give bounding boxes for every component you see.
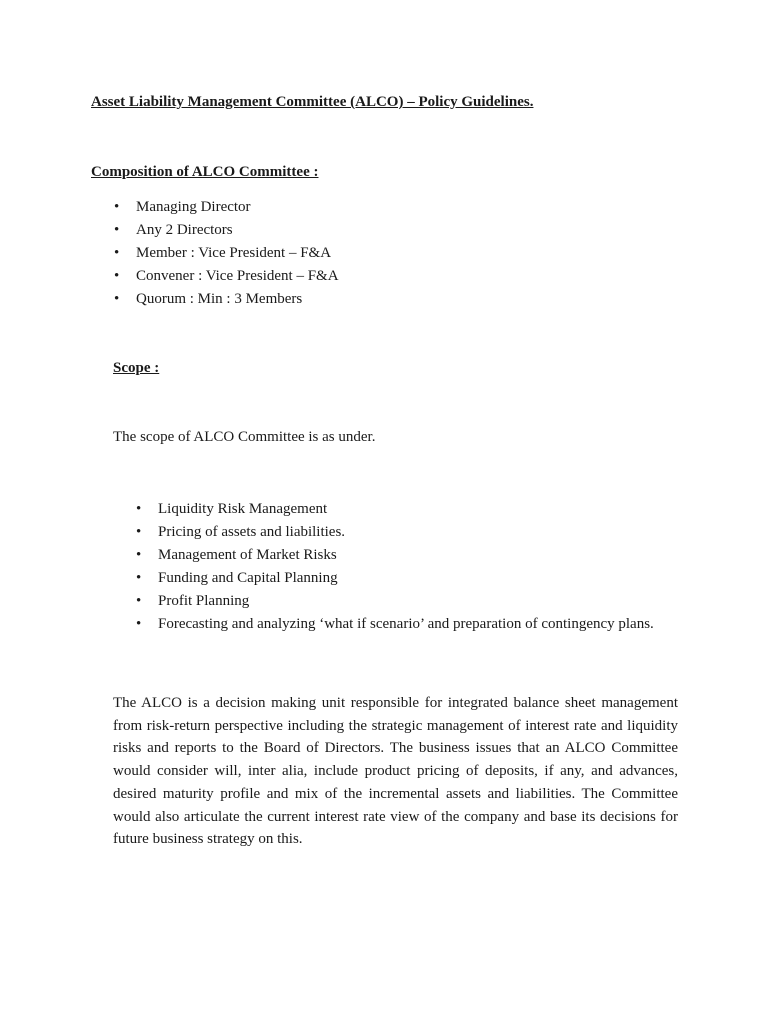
bullet-icon: • [136,616,142,632]
scope-heading: Scope : [113,360,160,376]
scope-list [136,498,678,636]
bullet-icon: • [114,268,120,284]
list-item [114,196,339,219]
list-item [136,498,678,521]
document-title: Asset Liability Management Committee (ALCO) – Policy Guidelines. [91,94,534,110]
scope-intro: The scope of ALCO Committee is as under. [113,429,376,445]
list-item [136,521,678,544]
list-item-text: Quorum : Min : 3 Members [136,291,303,307]
list-item [136,567,678,590]
list-item [136,590,678,613]
list-item-text: Convener : Vice President – F&A [136,268,339,284]
list-item [136,544,678,567]
list-item-text: Funding and Capital Planning [158,570,338,586]
composition-heading: Composition of ALCO Committee : [91,164,319,180]
bullet-icon: • [136,570,142,586]
bullet-icon: • [136,524,142,540]
body-paragraph: The ALCO is a decision making unit responsible for integrated balance sheet management from risk-return perspective including the strategic management of interest rate and liquidity risks and reports to the Board of Directors. The business issues that an ALCO Committee would consider will, inter alia, include product pricing of deposits, if any, and advances, desired maturity profile and mix of the incremental assets and liabilities. The Committee would also articulate the current interest rate view of the company and base its decisions for future business strategy on this. [113,695,678,848]
list-item [136,613,678,636]
list-item-text: Liquidity Risk Management [158,501,328,517]
bullet-icon: • [114,291,120,307]
list-item-text: Member : Vice President – F&A [136,245,332,261]
list-item-text: Managing Director [136,199,251,215]
list-item-text: Any 2 Directors [136,222,233,238]
list-item-text: Pricing of assets and liabilities. [158,524,346,540]
list-item [114,288,339,311]
composition-list [114,196,339,311]
bullet-icon: • [114,222,120,238]
list-item [114,242,339,265]
list-item-text: Forecasting and analyzing ‘what if scenario’ and preparation of contingency plans. [158,616,654,632]
bullet-icon: • [114,199,120,215]
list-item [114,265,339,288]
bullet-icon: • [136,593,142,609]
list-item-text: Management of Market Risks [158,547,337,563]
bullet-icon: • [136,501,142,517]
list-item-text: Profit Planning [158,593,250,609]
bullet-icon: • [114,245,120,261]
list-item [114,219,339,242]
bullet-icon: • [136,547,142,563]
